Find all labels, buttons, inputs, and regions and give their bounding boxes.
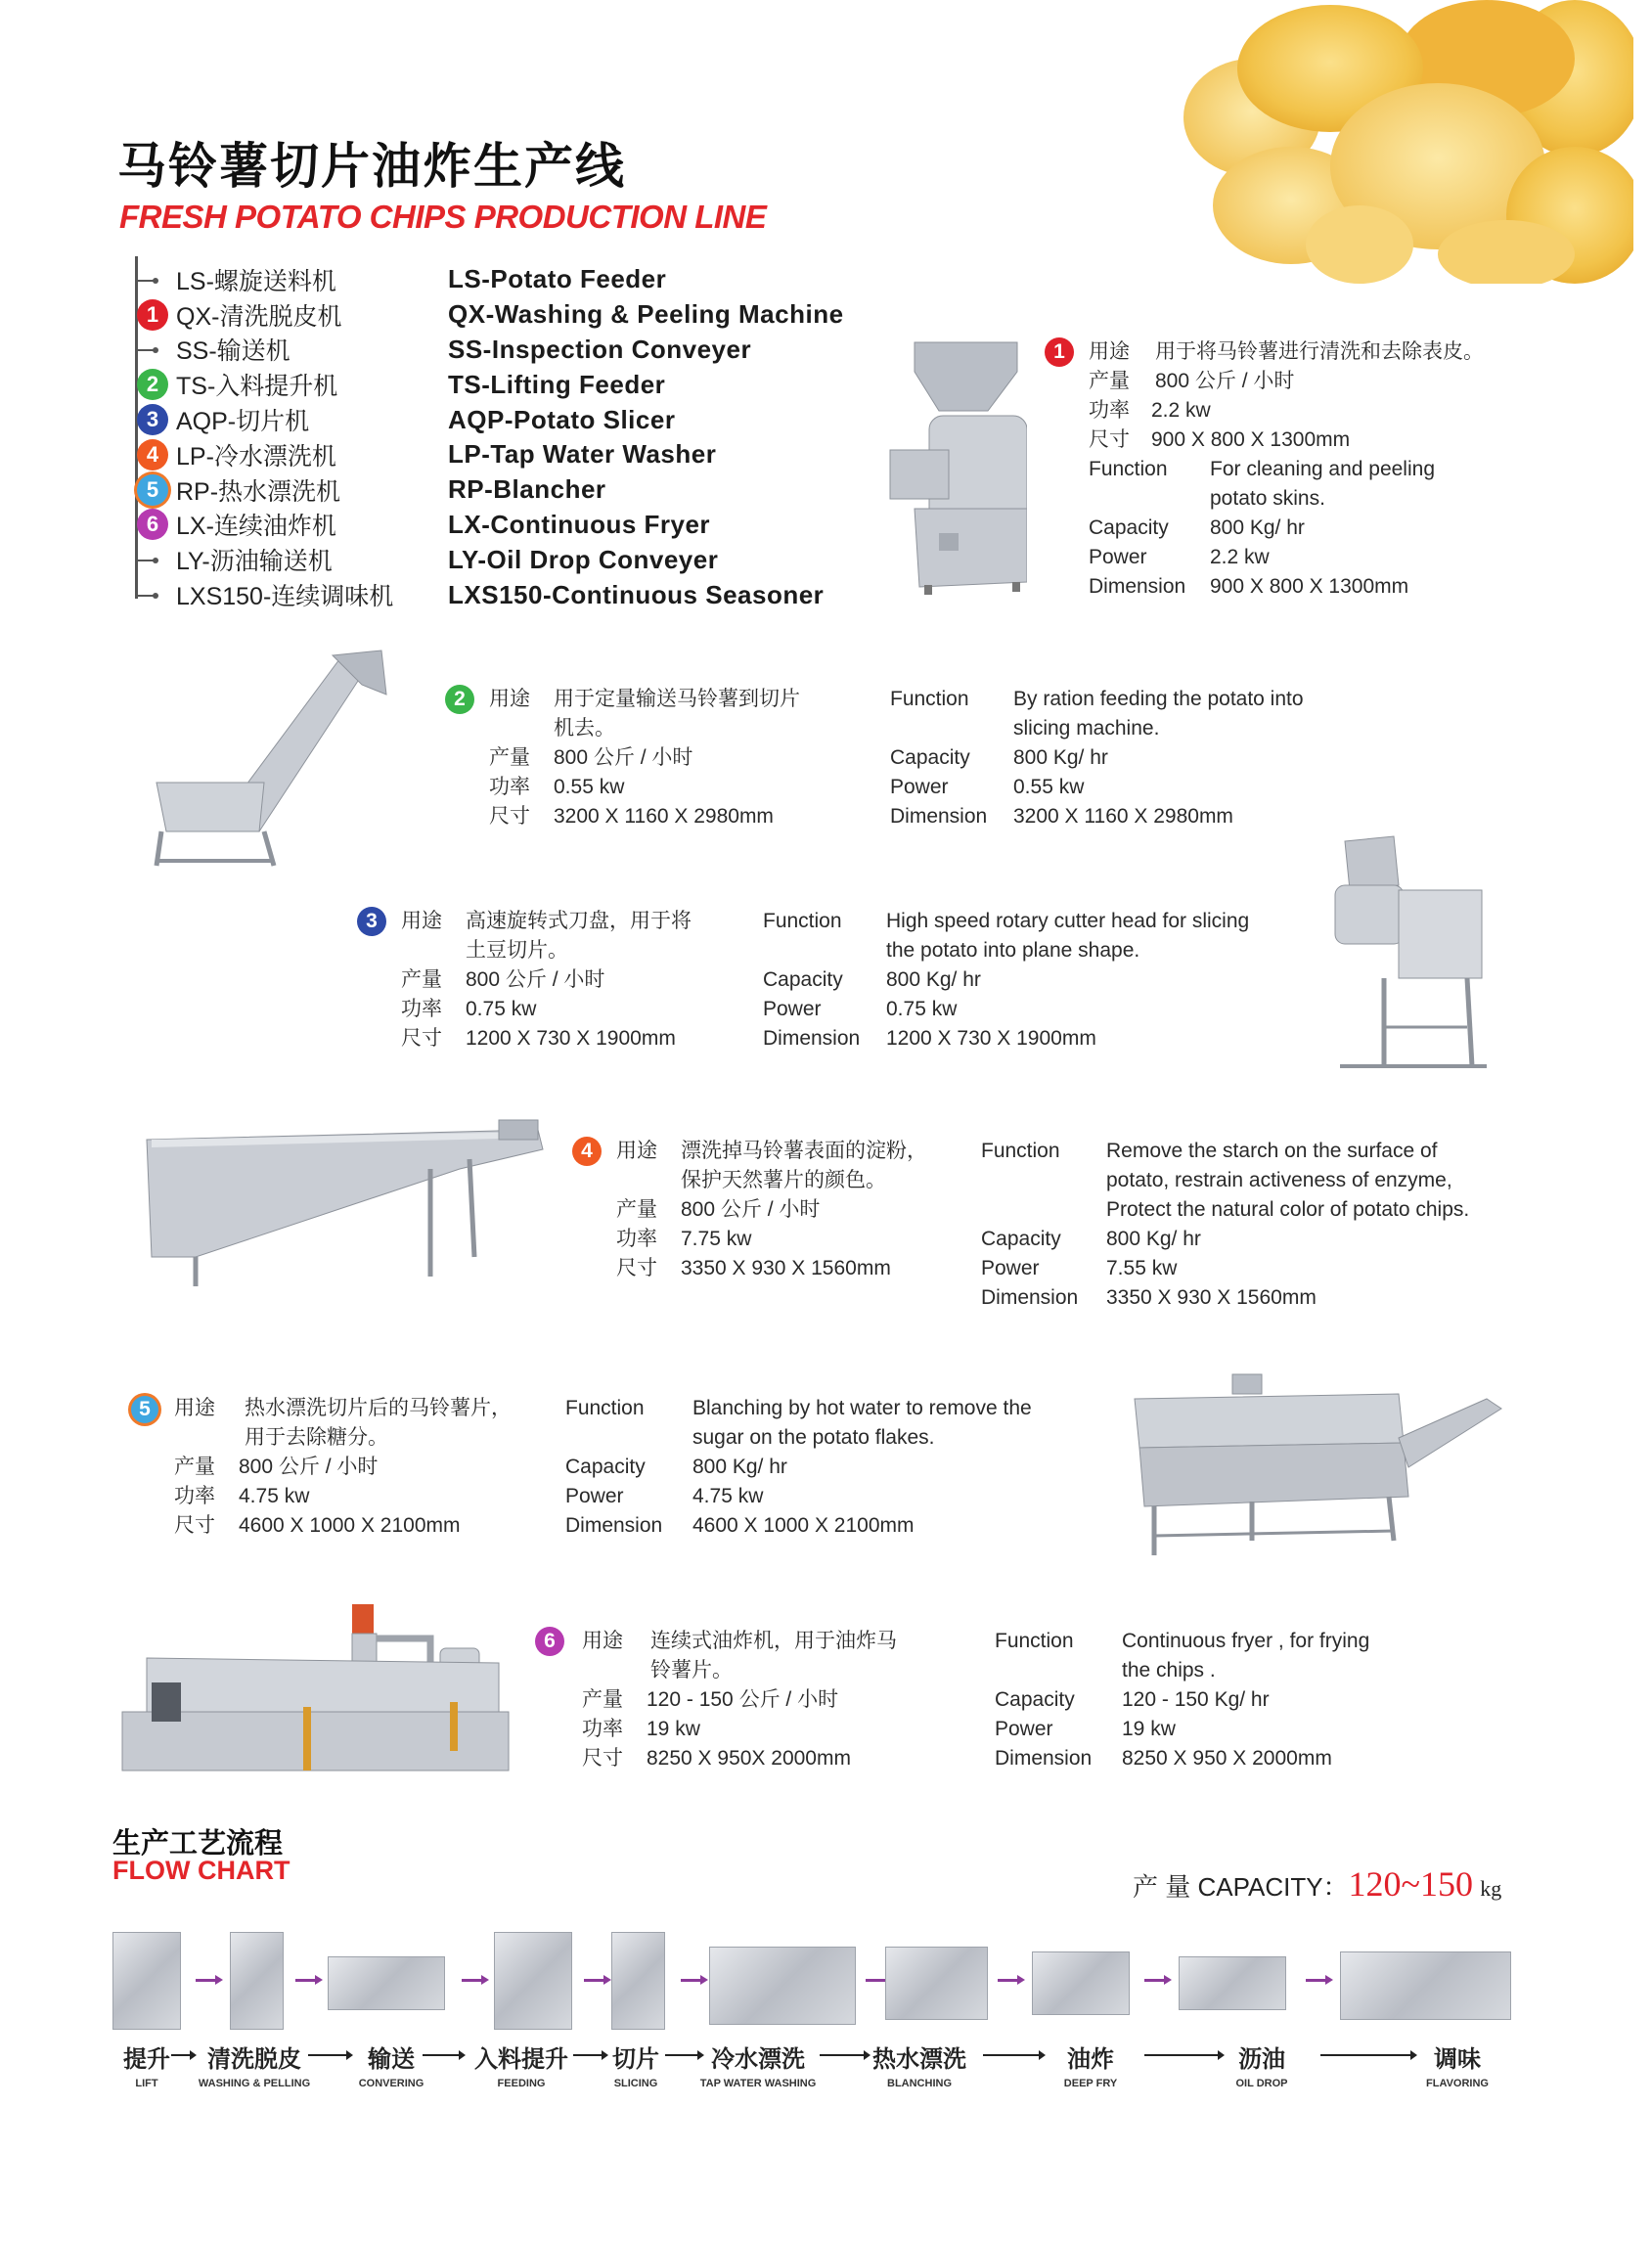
flow-step	[1223, 2040, 1301, 2089]
value-dimension: 1200 X 730 X 1900mm	[886, 1027, 1096, 1050]
page-title-cn: 马铃薯切片油炸生产线	[117, 138, 626, 195]
label-capacity-cn: 产量	[174, 1456, 215, 1478]
tap-washer-thumbnail	[709, 1947, 856, 2025]
value-function: the potato into plane shape.	[886, 939, 1140, 962]
peeling-machine-image	[880, 333, 1027, 597]
flow-step	[694, 2040, 822, 2089]
value-use-cn: 用于去除糖分。	[245, 1426, 388, 1449]
equipment-name-en: SS-Inspection Conveyer	[448, 334, 752, 364]
flow-step	[468, 2040, 575, 2089]
value-function: By ration feeding the potato into	[1013, 688, 1304, 710]
step-label-en: LIFT	[135, 2078, 158, 2089]
step-label-cn: 输送	[368, 2045, 415, 2073]
value-dimension: 4600 X 1000 X 2100mm	[692, 1514, 915, 1537]
step-label-cn: 切片	[612, 2045, 659, 2073]
equipment-name-cn: LP-冷水漂洗机	[176, 442, 336, 471]
step-label-en: DEEP FRY	[1063, 2078, 1118, 2089]
label-capacity-cn: 产量	[489, 746, 530, 769]
label-capacity-cn: 产量	[401, 968, 442, 991]
equipment-name-cn: RP-热水漂洗机	[176, 477, 341, 506]
value-capacity-cn: 800 公斤 / 小时	[239, 1456, 379, 1478]
label-use-cn: 用途	[174, 1397, 215, 1419]
label-function: Function	[565, 1397, 645, 1419]
step-label-en: CONVERING	[358, 2078, 424, 2089]
value-capacity: 120 - 150 Kg/ hr	[1122, 1688, 1270, 1711]
oil-drop-thumbnail	[1179, 1956, 1286, 2010]
value-use-cn: 用于将马铃薯进行清洗和去除表皮。	[1155, 340, 1484, 363]
label-use-cn: 用途	[401, 910, 442, 932]
arrow-icon	[308, 2054, 349, 2056]
label-use-cn: 用途	[582, 1630, 623, 1652]
step-label-cn: 提升	[123, 2045, 170, 2073]
value-function: potato, restrain activeness of enzyme,	[1106, 1169, 1452, 1191]
value-use-cn: 土豆切片。	[466, 939, 568, 962]
label-use-cn: 用途	[489, 688, 530, 710]
arrow-icon	[1306, 1979, 1327, 1982]
number-badge-5: 5	[137, 474, 168, 506]
arrow-icon	[295, 1979, 317, 1982]
arrow-icon	[1144, 1979, 1166, 1982]
slicer-machine-image	[1330, 831, 1501, 1076]
label-capacity: Capacity	[565, 1456, 646, 1478]
value-size-cn: 8250 X 950X 2000mm	[647, 1747, 851, 1770]
blancher-machine-image	[1125, 1369, 1506, 1565]
number-badge-1: 1	[1045, 337, 1074, 367]
value-function: For cleaning and peeling	[1210, 458, 1435, 480]
label-size-cn: 尺寸	[1089, 428, 1130, 451]
value-use-cn: 连续式油炸机，用于油炸马	[650, 1630, 897, 1652]
value-capacity-cn: 800 公斤 / 小时	[466, 968, 605, 991]
label-size-cn: 尺寸	[174, 1514, 215, 1537]
step-label-en: FEEDING	[497, 2078, 546, 2089]
value-function: slicing machine.	[1013, 717, 1160, 740]
label-size-cn: 尺寸	[616, 1257, 657, 1279]
arrow-icon	[681, 1979, 702, 1982]
capacity-value: 120~150	[1348, 1864, 1474, 1904]
label-power: Power	[981, 1257, 1040, 1279]
value-size-cn: 4600 X 1000 X 2100mm	[239, 1514, 461, 1537]
equipment-name-cn: LXS150-连续调味机	[176, 583, 394, 611]
value-power-cn: 7.75 kw	[681, 1228, 752, 1250]
value-capacity: 800 Kg/ hr	[1013, 746, 1108, 769]
arrow-icon	[584, 1979, 605, 1982]
arrow-icon	[196, 1979, 217, 1982]
step-label-en: WASHING & PELLING	[198, 2078, 311, 2089]
equipment-name-cn: LS-螺旋送料机	[176, 267, 336, 295]
label-size-cn: 尺寸	[401, 1027, 442, 1050]
flow-chart-steps	[117, 2040, 1506, 2108]
step-label-cn: 清洗脱皮	[207, 2045, 301, 2073]
value-capacity-cn: 800 公斤 / 小时	[681, 1198, 821, 1221]
label-use-cn: 用途	[1089, 340, 1130, 363]
value-function: Continuous fryer , for frying	[1122, 1630, 1370, 1652]
value-dimension: 8250 X 950 X 2000mm	[1122, 1747, 1332, 1770]
label-power-cn: 功率	[616, 1228, 657, 1250]
bullet-icon	[153, 347, 158, 353]
value-capacity-cn: 800 公斤 / 小时	[554, 746, 693, 769]
lifting-feeder-image	[137, 636, 391, 871]
label-power: Power	[565, 1485, 624, 1507]
value-use-cn: 铃薯片。	[650, 1659, 733, 1682]
value-power: 4.75 kw	[692, 1485, 764, 1507]
value-size-cn: 3200 X 1160 X 2980mm	[554, 805, 774, 828]
arrow-icon	[998, 1979, 1019, 1982]
arrow-icon	[1320, 2054, 1413, 2056]
value-function: Protect the natural color of potato chips.	[1106, 1198, 1470, 1221]
value-power-cn: 0.75 kw	[466, 998, 537, 1020]
value-capacity: 800 Kg/ hr	[1210, 516, 1305, 539]
label-capacity: Capacity	[1089, 516, 1169, 539]
seasoner-thumbnail	[1340, 1951, 1511, 2020]
continuous-fryer-image	[108, 1565, 518, 1775]
arrow-icon	[820, 2054, 867, 2056]
label-capacity-cn: 产量	[582, 1688, 623, 1711]
flow-step	[866, 2040, 973, 2089]
label-capacity-cn: 产量	[616, 1198, 657, 1221]
flow-step	[117, 2040, 176, 2089]
value-capacity-cn: 800 公斤 / 小时	[1155, 370, 1295, 392]
value-power: 0.55 kw	[1013, 776, 1085, 798]
value-capacity: 800 Kg/ hr	[1106, 1228, 1201, 1250]
capacity-unit: kg	[1480, 1876, 1502, 1901]
label-power: Power	[1089, 546, 1147, 568]
arrow-icon	[1144, 2054, 1221, 2056]
tap-water-washer-image	[137, 1110, 558, 1296]
value-size-cn: 1200 X 730 X 1900mm	[466, 1027, 676, 1050]
step-label-en: BLANCHING	[887, 2078, 952, 2089]
number-badge-3: 3	[137, 404, 168, 435]
value-power-cn: 19 kw	[647, 1718, 700, 1740]
value-dimension: 900 X 800 X 1300mm	[1210, 575, 1409, 598]
label-power-cn: 功率	[489, 776, 530, 798]
label-capacity: Capacity	[995, 1688, 1075, 1711]
value-use-cn: 机去。	[554, 717, 615, 740]
equipment-name-cn: TS-入料提升机	[176, 373, 338, 401]
number-badge-2: 2	[137, 369, 168, 400]
lift-machine-thumbnail	[112, 1932, 181, 2030]
flow-step	[1418, 2040, 1496, 2089]
capacity-summary	[1133, 1863, 1501, 1905]
label-function: Function	[981, 1140, 1060, 1162]
flow-step	[1051, 2040, 1130, 2089]
arrow-icon	[423, 2054, 462, 2056]
label-function: Function	[890, 688, 969, 710]
number-badge-4: 4	[572, 1137, 602, 1166]
value-power: 2.2 kw	[1210, 546, 1270, 568]
label-capacity: Capacity	[981, 1228, 1061, 1250]
step-label-cn: 入料提升	[474, 2045, 568, 2073]
value-capacity: 800 Kg/ hr	[692, 1456, 787, 1478]
value-function: sugar on the potato flakes.	[692, 1426, 935, 1449]
bullet-icon	[153, 558, 158, 563]
label-use-cn: 用途	[616, 1140, 657, 1162]
equipment-name-en: RP-Blancher	[448, 474, 606, 505]
label-function: Function	[763, 910, 842, 932]
equipment-name-cn: SS-输送机	[176, 337, 290, 366]
value-use-cn: 热水漂洗切片后的马铃薯片，	[245, 1397, 512, 1419]
equipment-name-cn: LX-连续油炸机	[176, 513, 336, 541]
conveyor-thumbnail	[328, 1956, 445, 2010]
label-power: Power	[995, 1718, 1053, 1740]
value-use-cn: 保护天然薯片的颜色。	[681, 1169, 886, 1191]
label-function: Function	[995, 1630, 1074, 1652]
flow-step	[196, 2040, 313, 2089]
label-function: Function	[1089, 458, 1168, 480]
value-power: 0.75 kw	[886, 998, 958, 1020]
arrow-icon	[462, 1979, 483, 1982]
slicer-thumbnail	[611, 1932, 665, 2030]
value-use-cn: 高速旋转式刀盘，用于将	[466, 910, 692, 932]
feeding-machine-thumbnail	[494, 1932, 572, 2030]
value-power-cn: 0.55 kw	[554, 776, 625, 798]
equipment-name-en: LS-Potato Feeder	[448, 264, 667, 294]
value-use-cn: 漂洗掉马铃薯表面的淀粉，	[681, 1140, 927, 1162]
value-use-cn: 用于定量输送马铃薯到切片	[554, 688, 800, 710]
label-dimension: Dimension	[890, 805, 988, 828]
label-dimension: Dimension	[995, 1747, 1093, 1770]
step-label-en: FLAVORING	[1426, 2078, 1489, 2089]
step-label-cn: 调味	[1434, 2045, 1481, 2073]
number-badge-2: 2	[445, 685, 474, 714]
flow-step	[606, 2040, 665, 2089]
number-badge-3: 3	[357, 907, 386, 936]
label-power-cn: 功率	[582, 1718, 623, 1740]
page-title-en: FRESH POTATO CHIPS PRODUCTION LINE	[119, 199, 767, 235]
arrow-icon	[573, 2054, 604, 2056]
number-badge-6: 6	[535, 1627, 564, 1656]
arrow-icon	[171, 2054, 193, 2056]
flow-chart-title-en: FLOW CHART	[112, 1856, 290, 1885]
machine-1-specs	[1045, 337, 1592, 602]
flow-step	[357, 2040, 425, 2089]
label-dimension: Dimension	[1089, 575, 1186, 598]
step-label-cn: 油炸	[1067, 2045, 1114, 2073]
number-badge-4: 4	[137, 439, 168, 471]
bullet-icon	[153, 593, 158, 599]
flow-chart-machine-images	[108, 1932, 1516, 2040]
label-power: Power	[763, 998, 822, 1020]
step-label-en: TAP WATER WASHING	[699, 2078, 817, 2089]
label-capacity: Capacity	[763, 968, 843, 991]
equipment-name-cn: LY-沥油输送机	[176, 548, 333, 576]
equipment-name-cn: QX-清洗脱皮机	[176, 302, 342, 331]
label-power-cn: 功率	[174, 1485, 215, 1507]
arrow-icon	[866, 1979, 887, 1982]
label-dimension: Dimension	[981, 1286, 1079, 1309]
label-power: Power	[890, 776, 949, 798]
label-capacity: Capacity	[890, 746, 970, 769]
step-label-en: SLICING	[613, 2078, 658, 2089]
label-power-cn: 功率	[1089, 399, 1130, 422]
value-function: Remove the starch on the surface of	[1106, 1140, 1438, 1162]
washing-machine-thumbnail	[230, 1932, 284, 2030]
value-function: High speed rotary cutter head for slicing	[886, 910, 1250, 932]
number-badge-1: 1	[137, 299, 168, 331]
number-badge-5: 5	[131, 1396, 158, 1423]
value-capacity-cn: 120 - 150 公斤 / 小时	[647, 1688, 839, 1711]
step-label-en: OIL DROP	[1235, 2078, 1288, 2089]
value-size-cn: 900 X 800 X 1300mm	[1151, 428, 1351, 451]
value-power: 19 kw	[1122, 1718, 1176, 1740]
equipment-name-en: TS-Lifting Feeder	[448, 369, 666, 399]
label-power-cn: 功率	[401, 998, 442, 1020]
value-function: the chips .	[1122, 1659, 1216, 1682]
bullet-icon	[153, 278, 158, 284]
equipment-name-en: LY-Oil Drop Conveyer	[448, 544, 719, 574]
step-label-cn: 沥油	[1238, 2045, 1285, 2073]
value-function: Blanching by hot water to remove the	[692, 1397, 1032, 1419]
label-dimension: Dimension	[763, 1027, 861, 1050]
value-power-cn: 4.75 kw	[239, 1485, 310, 1507]
label-size-cn: 尺寸	[582, 1747, 623, 1770]
flow-chart-title-cn: 生产工艺流程	[112, 1826, 284, 1860]
label-dimension: Dimension	[565, 1514, 663, 1537]
equipment-name-en: LP-Tap Water Washer	[448, 439, 717, 470]
number-badge-6: 6	[137, 509, 168, 540]
capacity-label: 产 量 CAPACITY：	[1133, 1872, 1349, 1902]
equipment-name-en: LX-Continuous Fryer	[448, 509, 711, 539]
step-label-cn: 冷水漂洗	[711, 2045, 805, 2073]
arrow-icon	[983, 2054, 1042, 2056]
value-dimension: 3200 X 1160 X 2980mm	[1013, 805, 1233, 828]
equipment-name-en: QX-Washing & Peeling Machine	[448, 299, 844, 330]
equipment-name-en: AQP-Potato Slicer	[448, 404, 676, 434]
blancher-thumbnail	[885, 1947, 988, 2020]
value-capacity: 800 Kg/ hr	[886, 968, 981, 991]
value-power-cn: 2.2 kw	[1151, 399, 1211, 422]
fryer-thumbnail	[1032, 1951, 1130, 2015]
value-function: potato skins.	[1210, 487, 1325, 510]
potato-chips-image	[1164, 0, 1633, 284]
label-capacity-cn: 产量	[1089, 370, 1130, 392]
step-label-cn: 热水漂洗	[872, 2045, 966, 2073]
value-power: 7.55 kw	[1106, 1257, 1178, 1279]
equipment-name-cn: AQP-切片机	[176, 408, 310, 436]
value-size-cn: 3350 X 930 X 1560mm	[681, 1257, 891, 1279]
label-size-cn: 尺寸	[489, 805, 530, 828]
value-dimension: 3350 X 930 X 1560mm	[1106, 1286, 1317, 1309]
equipment-name-en: LXS150-Continuous Seasoner	[448, 579, 825, 609]
